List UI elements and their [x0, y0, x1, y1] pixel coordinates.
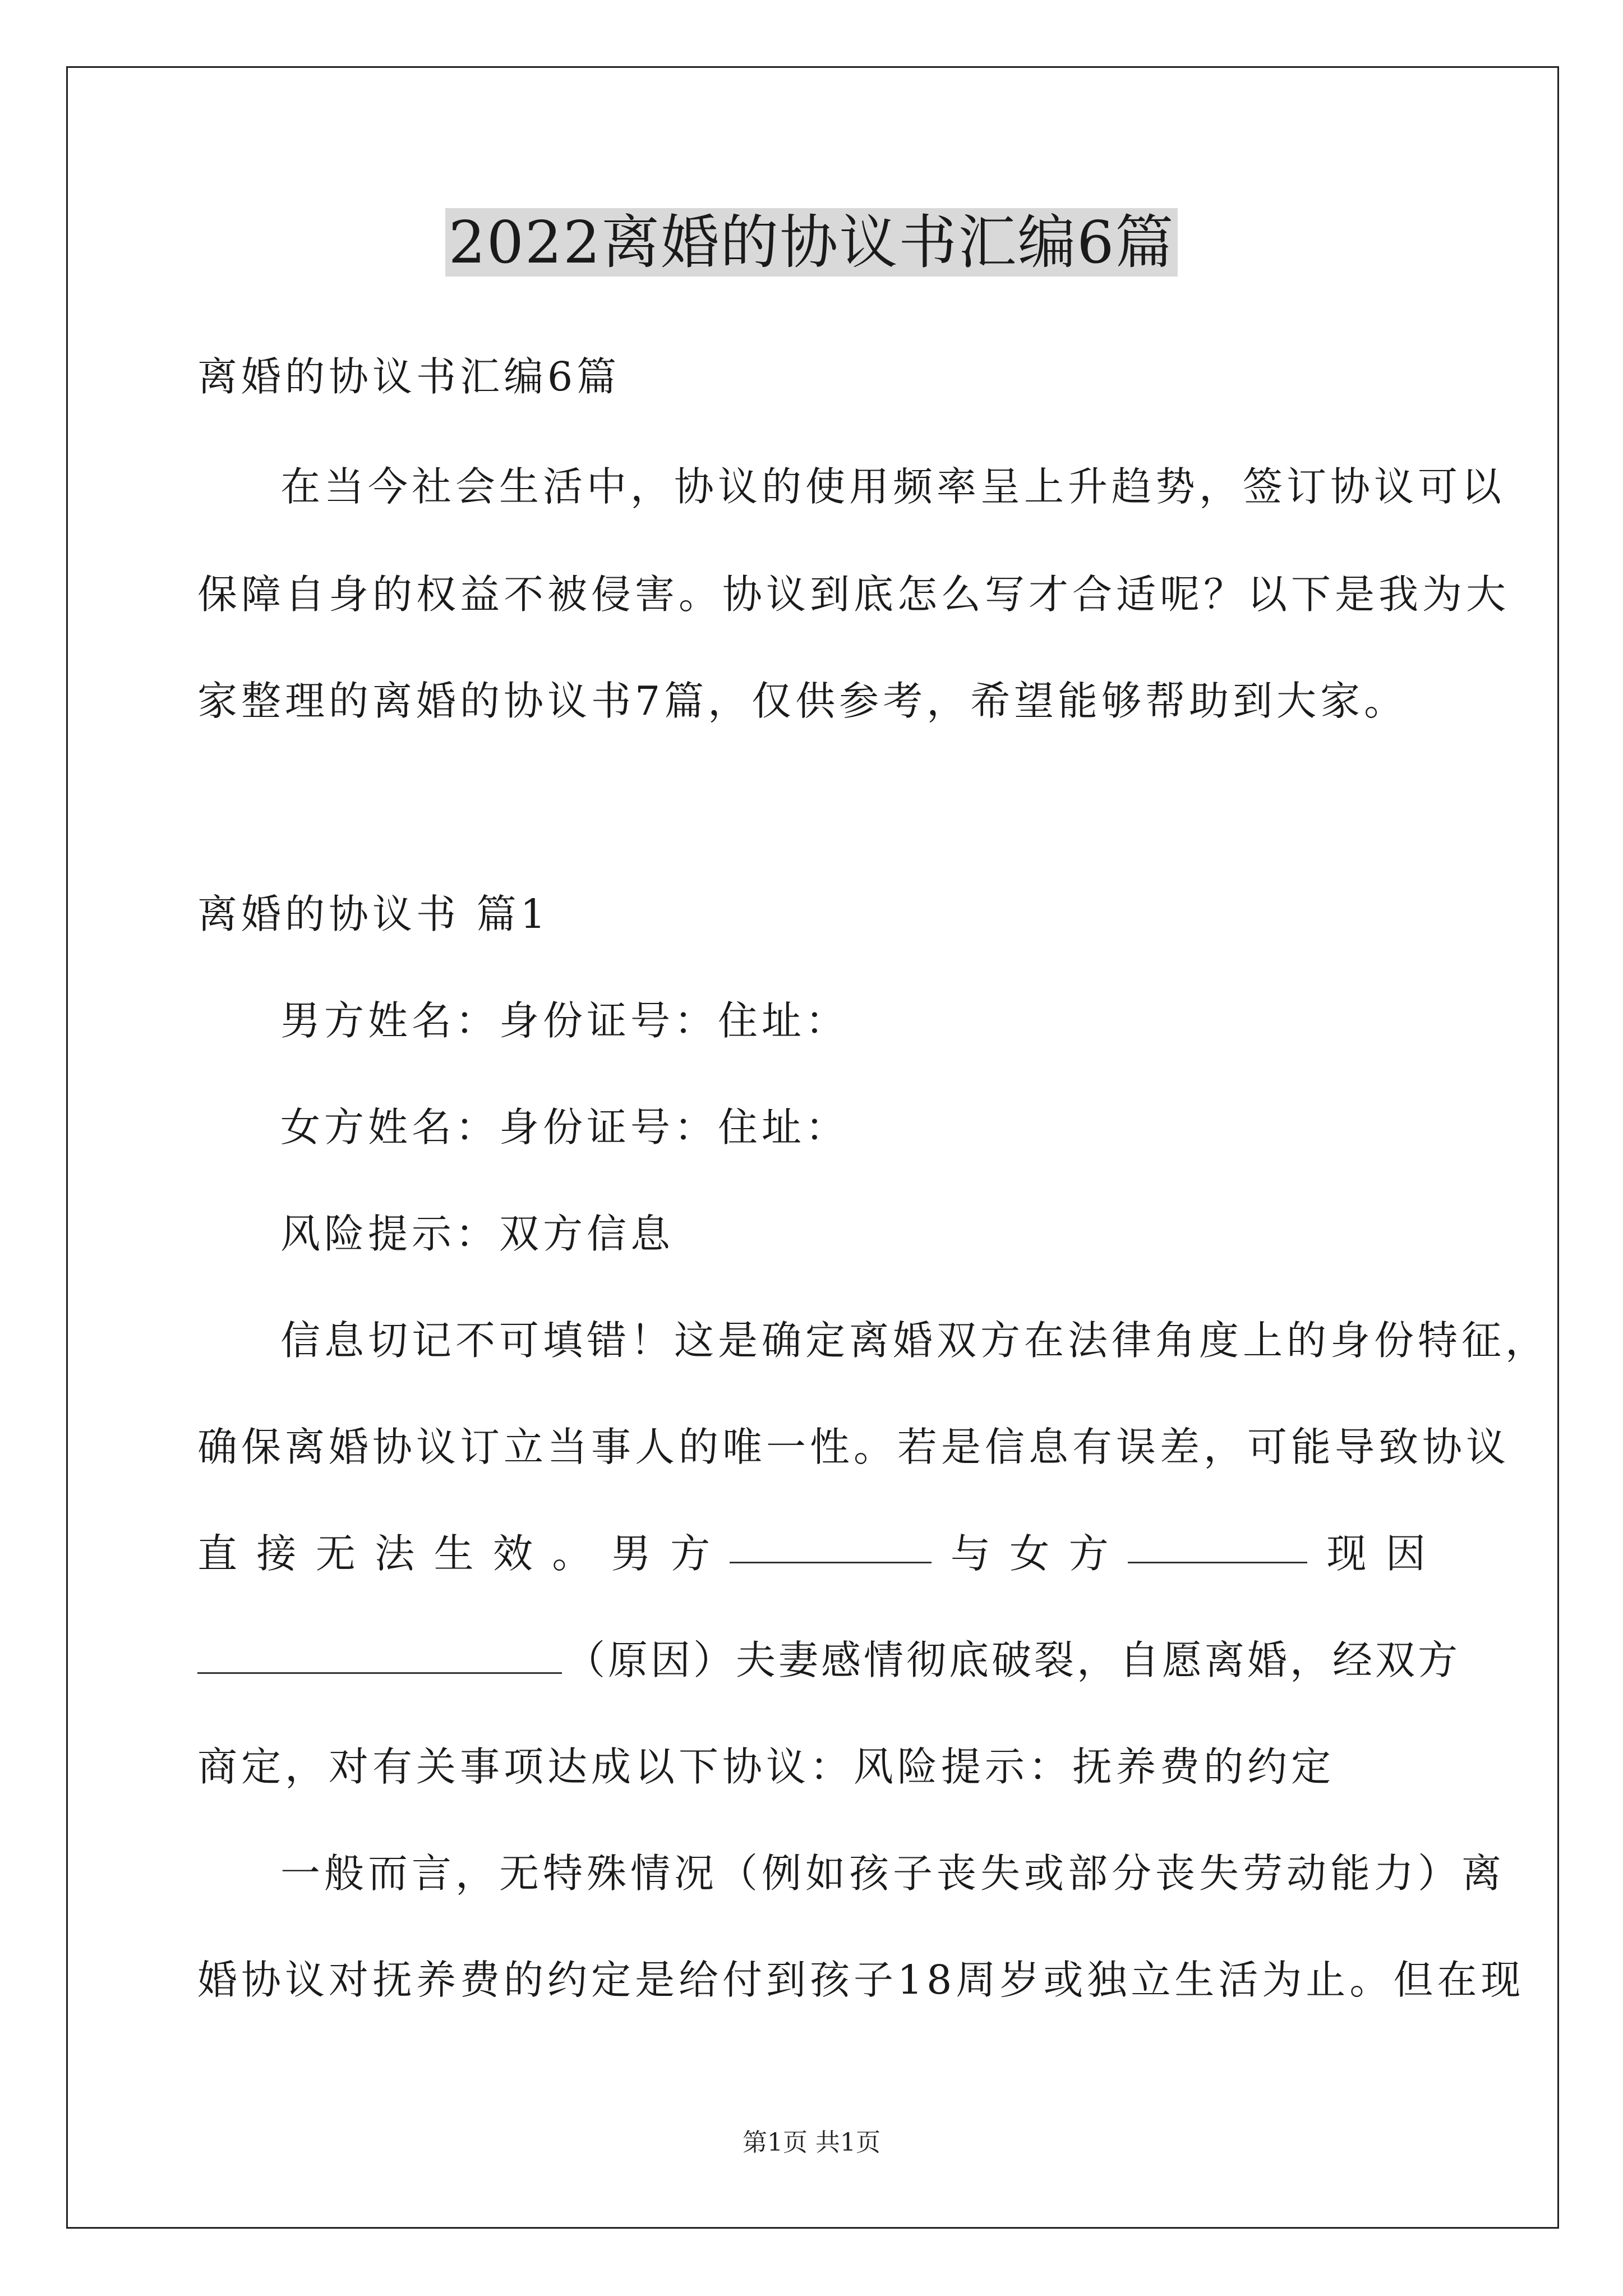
document-title [0, 203, 1623, 282]
char: 接 [256, 1530, 297, 1577]
intro-line-3: 家整理的离婚的协议书7篇，仅供参考，希望能够帮助到大家。 [197, 678, 1408, 724]
para2-line-2: 婚协议对抚养费的约定是给付到孩子18周岁或独立生活为止。但在现 [197, 1957, 1525, 2003]
female-info-line: 女方姓名：身份证号：住址： [280, 1104, 850, 1151]
document-title-text: 2022离婚的协议书汇编6篇 [445, 208, 1178, 277]
intro-line-2: 保障自身的权益不被侵害。协议到底怎么写才合适呢？以下是我为大 [197, 571, 1510, 618]
char: 法 [375, 1530, 415, 1577]
para1-line-2: 确保离婚协议订立当事人的唯一性。若是信息有误差，可能导致协议 [197, 1424, 1510, 1470]
document-subtitle: 离婚的协议书汇编6篇 [197, 353, 621, 400]
para1-line-1: 信息切记不可填错！这是确定离婚双方在法律角度上的身份特征， [280, 1317, 1550, 1364]
char: 方 [670, 1530, 711, 1577]
char: 女 [1009, 1530, 1050, 1577]
char: 无 [315, 1530, 356, 1577]
fill-in-line [197, 1526, 1426, 1582]
char: 男 [611, 1530, 651, 1577]
char: 与 [950, 1530, 990, 1577]
char: 现 [1326, 1530, 1367, 1577]
reason-blank[interactable] [197, 1636, 562, 1674]
para2-line-1: 一般而言，无特殊情况（例如孩子丧失或部分丧失劳动能力）离 [280, 1850, 1506, 1897]
risk-note-parties: 风险提示：双方信息 [280, 1211, 675, 1257]
husband-name-blank[interactable] [730, 1526, 932, 1563]
male-info-line: 男方姓名：身份证号：住址： [280, 997, 850, 1044]
char: 效 [492, 1530, 533, 1577]
agreement-line: 商定，对有关事项达成以下协议：风险提示：抚养费的约定 [197, 1743, 1335, 1790]
intro-line-1: 在当今社会生活中，协议的使用频率呈上升趋势，签订协议可以 [280, 463, 1506, 510]
section-heading: 离婚的协议书 篇1 [197, 891, 550, 937]
char: 因 [1385, 1530, 1426, 1577]
char: 生 [434, 1530, 474, 1577]
reason-text: （原因）夫妻感情彻底破裂，自愿离婚，经双方 [565, 1637, 1461, 1683]
char: 。 [552, 1530, 592, 1577]
char: 直 [197, 1530, 238, 1577]
wife-name-blank[interactable] [1128, 1526, 1307, 1563]
reason-line [197, 1632, 1460, 1688]
char: 方 [1068, 1530, 1109, 1577]
page-footer: 第1页 共1页 [743, 2128, 880, 2157]
